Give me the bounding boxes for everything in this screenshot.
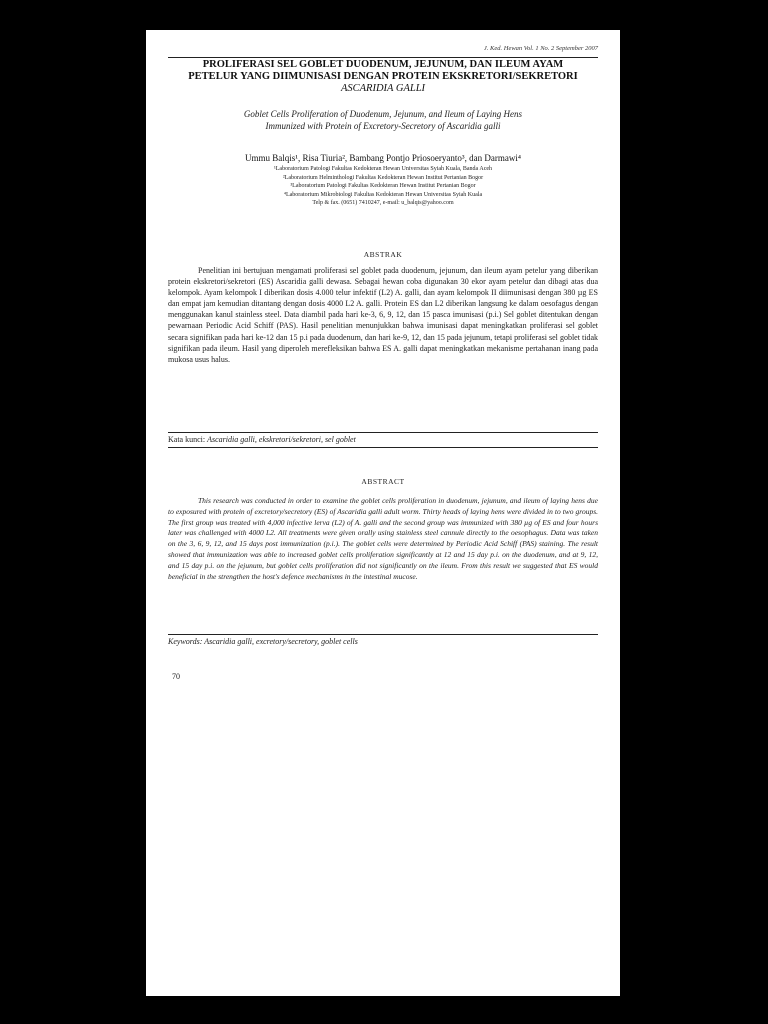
author-block — [168, 152, 598, 208]
affiliation-2: ²Laboratorium Helminthologi Fakultas Kedokteran Hewan Institut Pertanian Bogor — [282, 174, 484, 181]
page-number: 70 — [172, 672, 180, 681]
title-line-3: ASCARIDIA GALLI — [340, 83, 426, 94]
abstrak-top-rule — [168, 432, 598, 433]
affiliation-3: ³Laboratorium Patologi Fakultas Kedokteran Hewan Institut Pertanian Bogor — [290, 183, 476, 189]
keywords-value: Ascaridia galli, excretory/secretory, goblet cells — [204, 637, 358, 646]
kata-kunci — [168, 435, 598, 444]
kata-kunci-value: Ascaridia galli, ekskretori/sekretori, sel goblet — [207, 435, 356, 444]
kata-kunci-bottom-rule — [168, 447, 598, 448]
english-title-line-2: Immunized with Protein of Excretory-Secretory of Ascaridia galli — [265, 121, 501, 131]
title-line-2: PETELUR YANG DIIMUNISASI DENGAN PROTEIN EKSKRETORI/SEKRETORI — [188, 71, 578, 82]
abstrak-heading: ABSTRAK — [363, 250, 403, 259]
english-title-line-1: Goblet Cells Proliferation of Duodenum, Jejunum, and Ileum of Laying Hens — [243, 109, 523, 119]
abstract-heading: ABSTRACT — [361, 477, 405, 486]
title-block — [168, 59, 598, 132]
affiliation-1: ¹Laboratorium Patologi Fakultas Kedokteran Hewan Universitas Syiah Kuala, Banda Aceh — [273, 166, 493, 172]
abstract-bottom-rule — [168, 634, 598, 635]
abstrak-paragraph: Penelitian ini bertujuan mengamati proliferasi sel goblet pada duodenum, jejunum, dan ileum ayam petelur yang diberikan protein ekskretori/sekretori (ES) Ascaridia galli dewasa. Sebagai hewan coba digunakan 30 ekor ayam petelur dan dibagi atas dua kelompok. Ayam kelompok I diberikan dosis 4.000 telur infektif (L2) A. galli, dan ayam kelompok II diimunisasi dengan 380 µg ES dan empat jam kemudian ditantang dengan dosis 4000 L2 A. galli. Protein ES dan L2 diberikan langsung ke dalam oesofagus dengan menggunakan kanul stainless steel. Data diambil pada hari ke-3, 6, 9, 12, dan 15 pasca imunisasi (p.i.) Sel goblet ditentukan dengan pewarnaan Periodic Acid Schiff (PAS). Hasil penelitian menunjukkan bahwa imunisasi dapat meningkatkan proliferasi sel goblet secara signifikan pada hari ke-12 dan 15 p.i pada duodenum, dan hari ke-9, 12, dan 15 pada jejunum, tetapi proliferasi sel goblet tidak signifikan pada ileum. Hasil yang diperoleh merefleksikan bahwa ES A. galli dapat meningkatkan mekanisme pertahanan inang pada mukosa usus halus. — [168, 266, 598, 364]
kata-kunci-label: Kata kunci: — [168, 435, 206, 444]
author-list: Ummu Balqis¹, Risa Tiuria², Bambang Pontjo Priosoeryanto³, dan Darmawi⁴ — [245, 153, 521, 163]
affiliation-4: ⁴Laboratorium Mikrobiologi Fakultas Kedokteran Hewan Universitas Syiah Kuala — [283, 191, 483, 198]
title-line-1: PROLIFERASI SEL GOBLET DUODENUM, JEJUNUM, DAN ILEUM AYAM — [202, 59, 564, 70]
keywords-label: Keywords: — [168, 637, 203, 646]
paper-page — [146, 30, 620, 996]
abstract-paragraph: This research was conducted in order to examine the goblet cells proliferation in duodenum, jejunum, and ileum of laying hens due to exposured with protein of excretory/secretory (ES) of Ascaridia galli adult worm. Thirty heads of laying hens were divided in to two groups. The first group was treated with 4,000 infective lerva (L2) of A. galli and the second group was immunized with 380 µg of ES and four hours later was challenged with 4000 L2. All treatments were given orally using stainless steel cannule directly to the oesophagus. Data was taken on the 3, 6, 9, 12, and 15 days post immunization (p.i.). The goblet cells were determined by Periodic Acid Schiff (PAS) staining. The result showed that immunization was able to increased goblet cells proliferation significantly at 12 and 15 day p.i. on the duodenum, and at 9, 12, and 15 day p.i. on the jejunum, but goblet cells proliferation did not significantly on the ileum. From this result we suggested that ES would beneficial in the strengthen the host's defence mechanisms in the intestinal mucose. — [168, 496, 598, 581]
english-title — [168, 108, 598, 132]
title-rule — [168, 57, 598, 58]
abstrak-body — [168, 265, 598, 365]
abstract-body — [168, 496, 598, 582]
contact-info: Telp & fax. (0651) 7410247, e-mail: u_balqis@yahoo.com — [312, 200, 454, 206]
journal-header: J. Ked. Hewan Vol. 1 No. 2 September 2007 — [483, 45, 598, 52]
keywords — [168, 637, 598, 646]
